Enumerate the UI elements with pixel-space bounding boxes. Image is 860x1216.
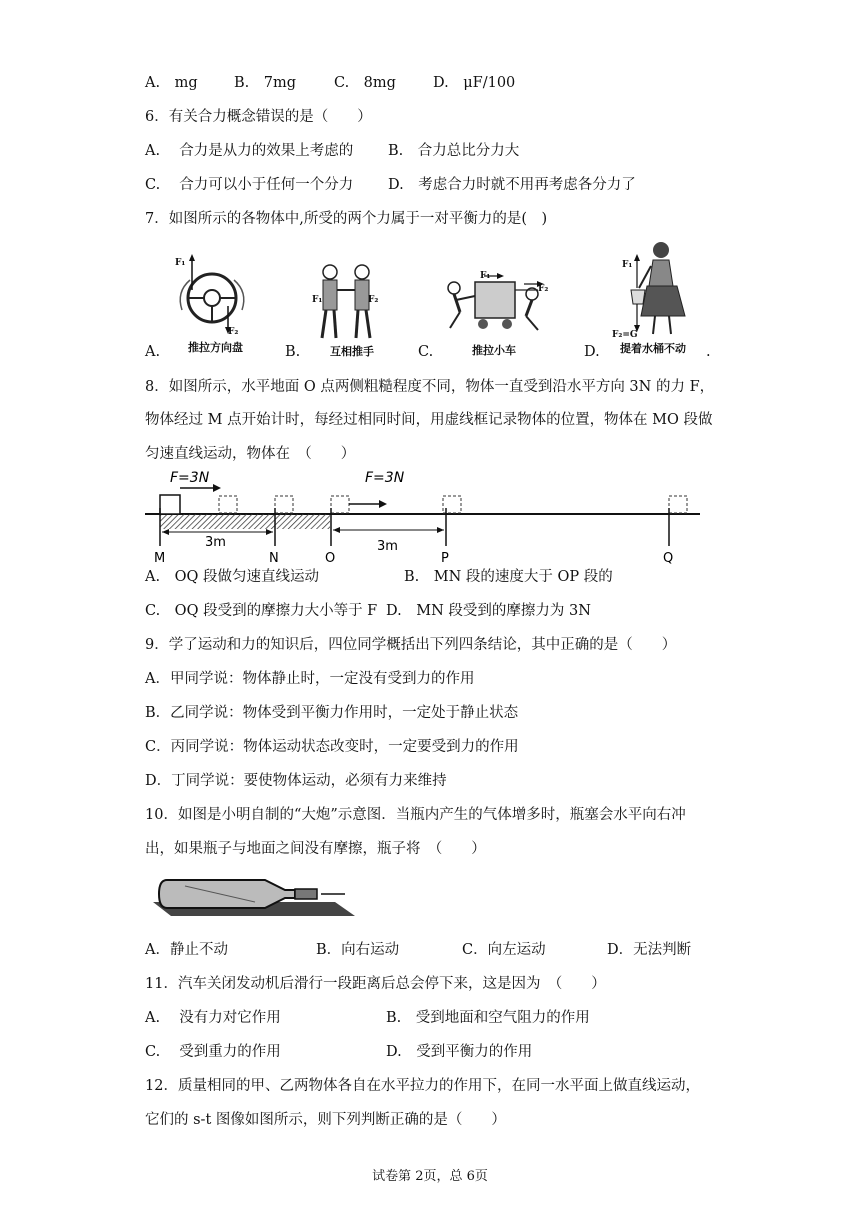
q8-option-c: C. OQ 段受到的摩擦力大小等于 F [145, 603, 378, 619]
q7-option-a: A. [145, 344, 161, 360]
q7b-force-1-label: F₁ [312, 295, 323, 305]
q8-option-b: B. MN 段的速度大于 OP 段的 [404, 569, 613, 585]
q7-option-b: B. [285, 344, 301, 360]
q11-option-a: A. 没有力对它作用 [145, 1010, 281, 1026]
q7a-force-2-label: F₂ [228, 327, 239, 337]
q7-stem: 7．如图所示的各物体中,所受的两个力属于一对平衡力的是( ) [145, 211, 548, 227]
q8-option-d: D. MN 段受到的摩擦力为 3N [386, 603, 591, 619]
point-p-label: P [441, 551, 449, 566]
q7-caption-b: 互相推手 [330, 345, 374, 358]
q5-option-b: B. 7mg [234, 75, 297, 91]
q6-option-c: C. 合力可以小于任何一个分力 [145, 177, 354, 193]
q7a-force-1-label: F₁ [175, 258, 186, 268]
point-m-label: M [154, 551, 166, 566]
q7c-force-1-label: F₁ [480, 271, 491, 281]
page-footer: 试卷第 2页，总 6页 [372, 1169, 488, 1184]
q12-stem-line-2: 它们的 s-t 图像如图所示，则下列判断正确的是（ ） [145, 1112, 506, 1128]
distance-label-op: 3m [377, 539, 398, 554]
q11-stem: 11．汽车关闭发动机后滑行一段距离后总会停下来，这是因为 （ ） [145, 976, 606, 992]
q5-option-a: A. mg [145, 75, 198, 91]
q8-option-a: A. OQ 段做匀速直线运动 [145, 569, 319, 585]
q10-option-d: D．无法判断 [607, 942, 692, 958]
q12-stem-line-1: 12．质量相同的甲、乙两物体各自在水平拉力的作用下，在同一水平面上做直线运动， [145, 1078, 700, 1094]
q10-option-b: B．向右运动 [316, 942, 400, 958]
q10-stem-line-2: 出，如果瓶子与地面之间没有摩擦，瓶子将 （ ） [145, 841, 486, 857]
q7d-force-2-label: F₂=G [612, 330, 638, 340]
q7-option-c: C. [418, 344, 434, 360]
q9-option-c: C．丙同学说：物体运动状态改变时，一定要受到力的作用 [145, 739, 519, 755]
q11-option-c: C. 受到重力的作用 [145, 1044, 281, 1060]
point-o-label: O [325, 551, 336, 566]
distance-label-mn: 3m [205, 535, 226, 550]
point-n-label: N [269, 551, 279, 566]
q8-stem-line-1: 8．如图所示，水平地面 O 点两侧粗糙程度不同，物体一直受到沿水平方向 3N 的力 F， [145, 379, 715, 395]
q7-caption-a: 推拉方向盘 [188, 341, 243, 354]
q6-option-a: A. 合力是从力的效果上考虑的 [145, 143, 354, 159]
q9-option-a: A．甲同学说：物体静止时，一定没有受到力的作用 [145, 671, 475, 687]
q7d-force-1-label: F₁ [622, 260, 633, 270]
q7-end-period: . [706, 344, 711, 360]
bottle-cannon-figure [145, 872, 365, 922]
q7b-force-2-label: F₂ [368, 295, 379, 305]
bucket-figure [615, 238, 695, 338]
q6-option-d: D. 考虑合力时就不用再考虑各分力了 [388, 177, 636, 193]
q6-option-b: B. 合力总比分力大 [388, 143, 520, 159]
q5-option-d: D. μF/100 [433, 75, 516, 91]
motion-diagram [145, 468, 705, 566]
q10-stem-line-1: 10．如图是小明自制的“大炮”示意图．当瓶内产生的气体增多时，瓶塞会水平向右冲 [145, 807, 686, 823]
q5-option-c: C. 8mg [334, 75, 396, 91]
q6-stem: 6．有关合力概念错误的是（ ） [145, 109, 372, 125]
q7-option-d: D. [584, 344, 600, 360]
q9-option-b: B．乙同学说：物体受到平衡力作用时，一定处于静止状态 [145, 705, 519, 721]
q11-option-b: B. 受到地面和空气阻力的作用 [386, 1010, 590, 1026]
q7-caption-d: 提着水桶不动 [620, 342, 686, 355]
q7-caption-c: 推拉小车 [472, 344, 516, 357]
q8-stem-line-2: 物体经过 M 点开始计时，每经过相同时间，用虚线框记录物体的位置，物体在 MO 段做 [145, 412, 713, 428]
q7c-force-2-label: F₂ [538, 284, 549, 294]
q10-option-c: C．向左运动 [462, 942, 546, 958]
q10-option-a: A．静止不动 [145, 942, 228, 958]
cart-figure [440, 268, 550, 338]
force-label-1: F=3N [170, 470, 210, 486]
point-q-label: Q [663, 551, 674, 566]
force-label-2: F=3N [365, 470, 405, 486]
q9-stem: 9．学了运动和力的知识后，四位同学概括出下列四条结论，其中正确的是（ ） [145, 637, 677, 653]
q9-option-d: D．丁同学说：要使物体运动，必须有力来维持 [145, 773, 447, 789]
q11-option-d: D. 受到平衡力的作用 [386, 1044, 533, 1060]
q8-stem-line-3: 匀速直线运动，物体在 （ ） [145, 446, 356, 462]
